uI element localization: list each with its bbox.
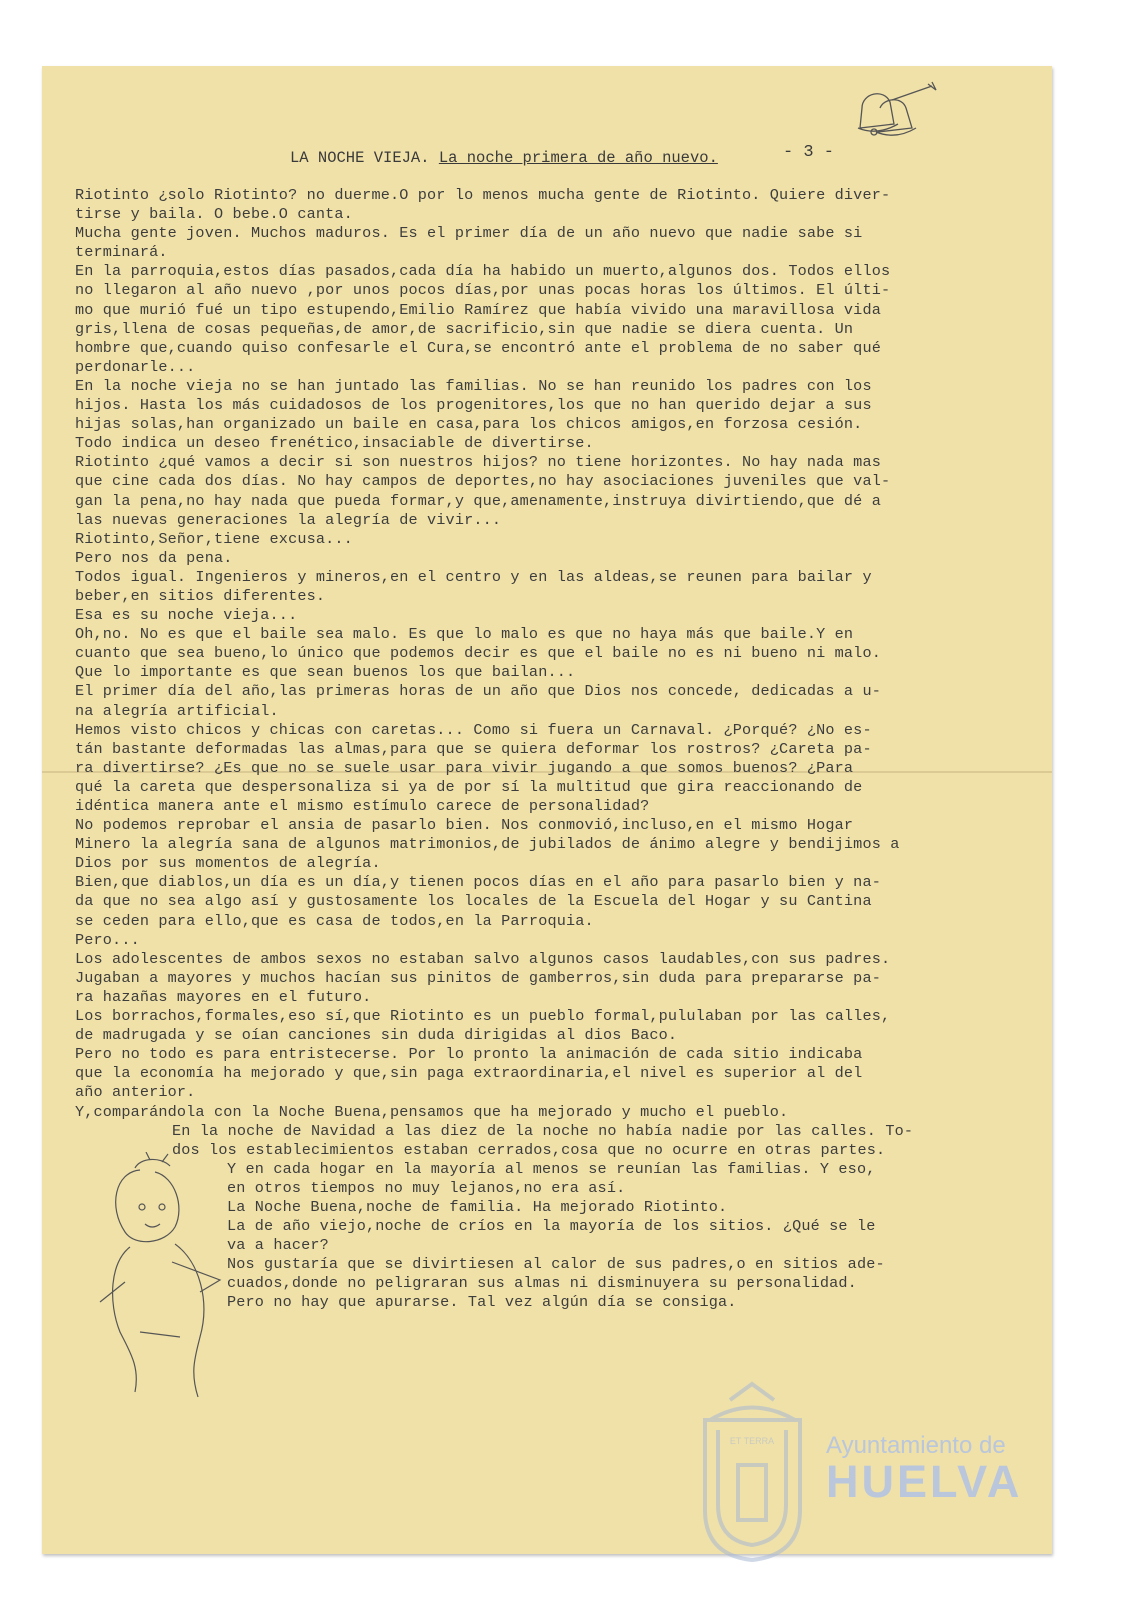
text-line: En la noche vieja no se han juntado las familias. No se han reunido los padres con los — [75, 376, 872, 395]
text-line: Todo indica un deseo frenético,insaciable de divertirse. — [75, 434, 594, 453]
text-line: Pero... — [75, 930, 140, 949]
text-line: Los adolescentes de ambos sexos no estaban salvo algunos casos laudables,con sus padres. — [75, 949, 891, 968]
text-line: Pero nos da pena. — [75, 548, 233, 567]
watermark-line2: HUELVA — [826, 1456, 1023, 1507]
seal-text: ET TERRA — [729, 1436, 775, 1446]
text-line: Hemos visto chicos y chicas con caretas... Como si fuera un Carnaval. ¿Porqué? ¿No es- — [75, 720, 872, 739]
text-line: que cine cada dos días. No hay campos de deportes,no hay asociaciones juveniles que val- — [75, 472, 891, 491]
text-line: Riotinto ¿solo Riotinto? no duerme.O por lo menos mucha gente de Riotinto. Quiere diver- — [75, 186, 891, 204]
text-line: tirse y baila. O bebe.O canta. — [75, 205, 353, 224]
text-line-indented: en otros tiempos no muy lejanos,no era así. — [227, 1178, 626, 1197]
text-line: no llegaron al año nuevo ,por unos pocos días,por unas pocas horas los últimos. El últi- — [75, 281, 891, 300]
text-line: cuanto que sea bueno,lo único que podemos decir es que el baile no es ni bueno ni malo. — [75, 644, 881, 663]
title-underlined: La noche primera de año nuevo. — [438, 149, 718, 167]
text-line: gan la pena,no hay nada que pueda formar,y que,amenamente,instruya divirtiendo,que dé a — [75, 491, 881, 510]
page-number: - 3 - — [783, 143, 835, 162]
text-line: Riotinto,Señor,tiene excusa... — [75, 529, 353, 548]
text-line: Y,comparándola con la Noche Buena,pensamos que ha mejorado y mucho el pueblo. — [75, 1102, 789, 1121]
text-line: se ceden para ello,que es casa de todos,en la Parroquia. — [75, 911, 594, 930]
text-line: terminará. — [75, 243, 168, 262]
text-line: mo que murió fué un tipo estupendo,Emilio Ramírez que había vivido una maravillosa vida — [75, 300, 881, 319]
document-title — [290, 149, 718, 167]
text-line-indented: La Noche Buena,noche de familia. Ha mejorado Riotinto. — [227, 1197, 728, 1216]
text-line-indented: La de año viejo,noche de críos en la mayoría de los sitios. ¿Qué se le — [227, 1217, 876, 1236]
text-line: Todos igual. Ingenieros y mineros,en el centro y en las aldeas,se reunen para bailar y — [75, 567, 872, 586]
article-body — [75, 186, 975, 1313]
text-line: da que no sea algo así y gustosamente los locales de la Escuela del Hogar y su Cantina — [75, 892, 872, 911]
text-line: Pero no todo es para entristecerse. Por lo pronto la animación de cada sitio indicaba — [75, 1045, 863, 1064]
text-line: que la economía ha mejorado y que,sin paga extraordinaria,el nivel es superior al del — [75, 1064, 863, 1083]
text-line: Esa es su noche vieja... — [75, 606, 298, 625]
text-line: En la parroquia,estos días pasados,cada día ha habido un muerto,algunos dos. Todos ellos — [75, 262, 891, 281]
text-line: Que lo importante es que sean buenos los que bailan... — [75, 663, 576, 682]
text-line: Riotinto ¿qué vamos a decir si son nuestros hijos? no tiene horizontes. No hay nada mas — [75, 453, 881, 472]
text-line-indented: Nos gustaría que se divirtiesen al calor de sus padres,o en sitios ade- — [227, 1255, 885, 1274]
text-line: gris,llena de cosas pequeñas,de amor,de sacrificio,sin que nadie se diera cuenta. Un — [75, 319, 854, 338]
text-line-indented: Pero no hay que apurarse. Tal vez algún día se consiga. — [227, 1293, 737, 1312]
text-line: hijas solas,han organizado un baile en casa,para los chicos amigos,en forzosa cesión. — [75, 415, 863, 434]
text-line: hijos. Hasta los más cuidadosos de los progenitores,los que no han querido dejar a sus — [75, 396, 872, 415]
text-line: ra hazañas mayores en el futuro. — [75, 987, 372, 1006]
text-line-indented: En la noche de Navidad a las diez de la noche no había nadie por las calles. To- — [172, 1121, 914, 1140]
text-line: Los borrachos,formales,eso sí,que Riotinto es un pueblo formal,pululaban por las calles, — [75, 1007, 891, 1026]
text-line: tán bastante deformadas las almas,para que se quiera deformar los rostros? ¿Careta pa- — [75, 739, 872, 758]
text-line: beber,en sitios diferentes. — [75, 586, 326, 605]
text-line-indented: va a hacer? — [227, 1236, 329, 1255]
text-line: Mucha gente joven. Muchos maduros. Es el primer día de un año nuevo que nadie sabe si — [75, 224, 863, 243]
text-line: Oh,no. No es que el baile sea malo. Es que lo malo es que no haya más que baile.Y en — [75, 625, 854, 644]
watermark-line1: Ayuntamiento de — [826, 1432, 1006, 1459]
city-seal-icon — [690, 1380, 815, 1565]
bell-drawing-icon — [832, 78, 942, 148]
text-line: ra divertirse? ¿Es que no se suele usar para vivir jugando a que somos buenos? ¿Para — [75, 758, 854, 777]
text-line: No podemos reprobar el ansia de pasarlo bien. Nos conmovió,incluso,en el mismo Hogar — [75, 816, 854, 835]
text-line: las nuevas generaciones la alegría de vivir... — [75, 510, 502, 529]
text-line: Minero la alegría sana de algunos matrimonios,de jubilados de ánimo alegre y bendijimos a — [75, 835, 900, 854]
text-line-indented: Y en cada hogar en la mayoría al menos se reunían las familias. Y eso, — [227, 1159, 876, 1178]
text-line: qué la careta que despersonaliza si ya de por sí la multitud que gira reaccionando de — [75, 777, 863, 796]
child-drawing-icon — [80, 1152, 230, 1402]
text-line-indented: cuados,donde no peligraran sus almas ni disminuyera su personalidad. — [227, 1274, 857, 1293]
text-line: Dios por sus momentos de alegría. — [75, 854, 381, 873]
text-line: na alegría artificial. — [75, 701, 279, 720]
text-line: de madrugada y se oían canciones sin duda dirigidas al dios Baco. — [75, 1026, 678, 1045]
text-line: Bien,que diablos,un día es un día,y tienen pocos días en el año para pasarlo bien y na- — [75, 873, 881, 892]
text-line-indented: dos los establecimientos estaban cerrados,cosa que no ocurre en otras partes. — [172, 1140, 886, 1159]
text-line: El primer día del año,las primeras horas de un año que Dios nos concede, dedicadas a u- — [75, 682, 881, 701]
text-line: año anterior. — [75, 1083, 196, 1102]
text-line: idéntica manera ante el mismo estímulo carece de personalidad? — [75, 797, 650, 815]
text-line: Jugaban a mayores y muchos hacían sus pinitos de gamberros,sin duda para prepararse pa- — [75, 968, 881, 987]
text-line: perdonarle... — [75, 357, 196, 376]
title-plain: LA NOCHE VIEJA. — [290, 149, 430, 167]
watermark-logo — [826, 1432, 1023, 1507]
text-line: hombre que,cuando quiso confesarle el Cura,se encontró ante el problema de no saber qué — [75, 338, 881, 357]
